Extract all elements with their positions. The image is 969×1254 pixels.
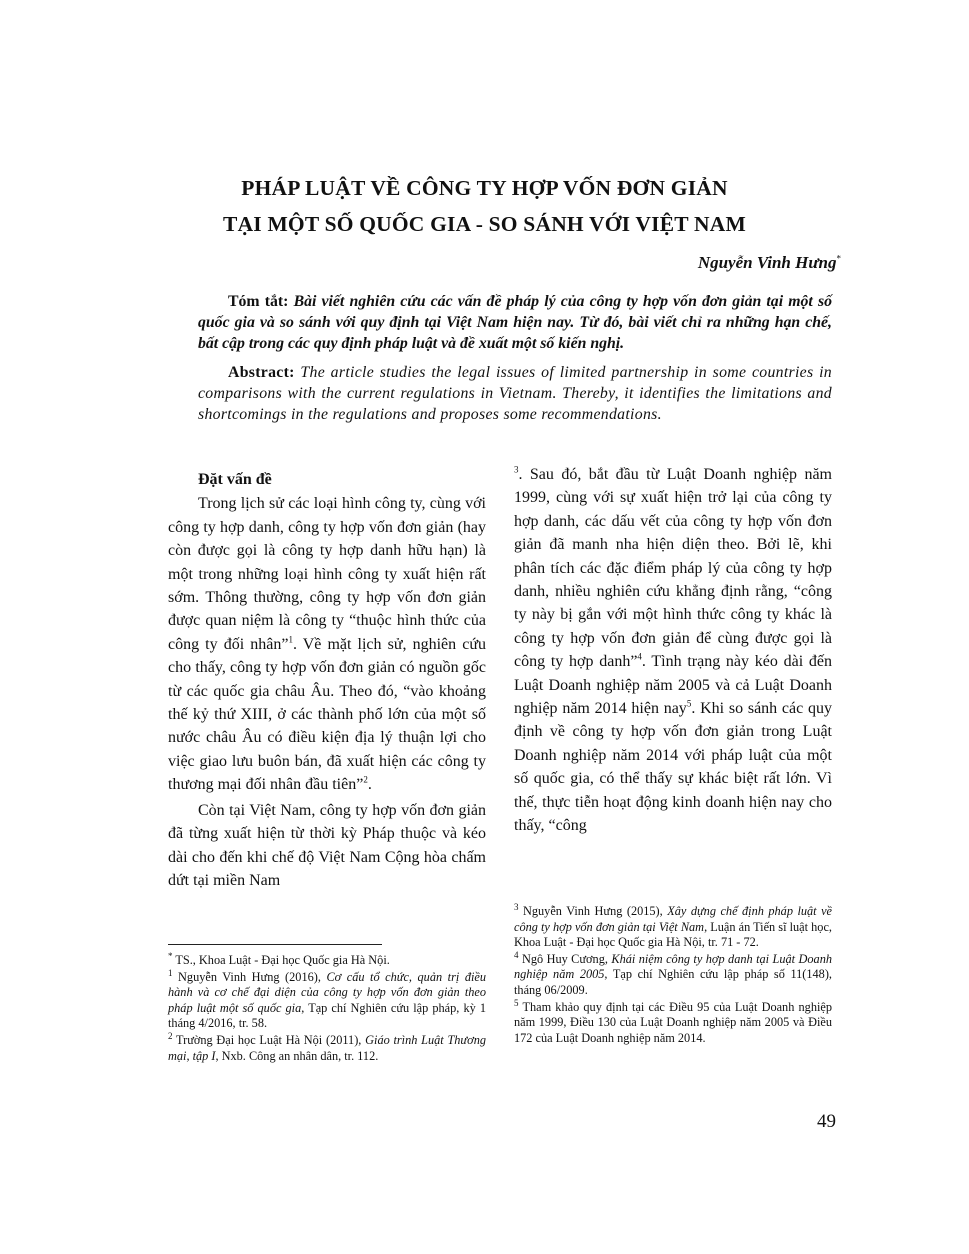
abstract-label: Abstract: bbox=[228, 364, 295, 381]
footnote-ref-3: 3 bbox=[514, 464, 519, 475]
footnote-1: $^1$ Nguyễn Vinh Hưng (2016), Cơ cấu tổ chức, quản trị điều hành và cơ chế đại diện của công ty hợp vốn đơn giản theo pháp luật một số quốc gia, Tạp chí Nghiên cứu lập pháp, kỳ 1 tháng 4/2016, tr. 58. bbox=[168, 967, 486, 1031]
title-line-2: TẠI MỘT SỐ QUỐC GIA - SO SÁNH VỚI VIỆT NAM bbox=[223, 212, 746, 236]
footnote-star: * TS., Khoa Luật - Đại học Quốc gia Hà Nội. bbox=[168, 950, 390, 967]
paragraph-2-start: Còn tại Việt Nam, công ty hợp vốn đơn giản đã từng xuất hiện từ thời kỳ Pháp thuộc và kéo dài cho đến khi chế độ Việt Nam Cộng hòa chấm dứt tại miền Nam bbox=[168, 801, 486, 889]
article-title bbox=[100, 170, 869, 242]
body-column-left bbox=[168, 468, 486, 892]
summary-text: Bài viết nghiên cứu các vấn đề pháp lý của công ty hợp vốn đơn giản tại một số quốc gia và so sánh với quy định tại Việt Nam hiện nay. Từ đó, bài viết chỉ ra những hạn chế, bất cập trong các quy định pháp luật và đề xuất một số kiến nghị. bbox=[198, 293, 832, 352]
summary-label: Tóm tắt: bbox=[228, 293, 289, 310]
body-column-right bbox=[514, 463, 832, 838]
footnote-ref-1: 1 bbox=[288, 634, 293, 645]
footnote-2: $^2$ Trường Đại học Luật Hà Nội (2011), Giáo trình Luật Thương mại, tập I, Nxb. Công an nhân dân, tr. 112. bbox=[168, 1030, 486, 1063]
abstract-text: The article studies the legal issues of limited partnership in some countries in comparisons with the current regulations in Vietnam. Thereby, it identifies the limitations and shortcomings in the regulations and proposes some recommendations. bbox=[198, 364, 832, 423]
paragraph-1: Trong lịch sử các loại hình công ty, cùng với công ty hợp danh, công ty hợp vốn đơn giản (hay còn được gọi là công ty hợp danh hữu hạn) là một trong những loại hình công ty xuất hiện rất sớm. Thông thường, công ty hợp vốn đơn giản được quan niệm là công ty “thuộc hình thức của công ty đối nhân”$^1$. Về mặt lịch sử, nghiên cứu cho thấy, công ty hợp vốn đơn giản có nguồn gốc từ các quốc gia châu Âu. Theo đó, “vào khoảng thế kỷ thứ XIII, ở các thành phố lớn của một số nước châu Âu có điều kiện địa lý thuận lợi cho việc giao lưu buôn bán, đã xuất hiện các công ty thương mại đối nhân đầu tiên”$^2$. bbox=[168, 495, 486, 794]
footnote-divider bbox=[168, 944, 382, 945]
footnotes-right bbox=[514, 901, 833, 1047]
footnote-ref-2: 2 bbox=[363, 774, 368, 785]
page-number: 49 bbox=[817, 1111, 836, 1132]
footnote-4: $^4$ Ngô Huy Cương, Khái niệm công ty hợp danh tại Luật Doanh nghiệp năm 2005, Tạp chí Nghiên cứu lập pháp số 11(148), tháng 06/2009. bbox=[514, 949, 833, 997]
summary-vi bbox=[198, 292, 832, 354]
abstract-en bbox=[198, 363, 832, 425]
footnote-ref-5: 5 bbox=[686, 698, 692, 709]
author-footnote-mark: * bbox=[836, 253, 841, 264]
paragraph-2-continued: $^3$. Sau đó, bắt đầu từ Luật Doanh nghiệp năm 1999, cùng với sự xuất hiện trở lại của công ty hợp danh, các dấu vết của công ty hợp vốn đơn giản đã manh nha hiện diện theo. Bởi lẽ, khi phân tích các đặc điểm pháp lý của công ty hợp danh, nhiều nghiên cứu khẳng định rằng, “công ty này bị gắn với một hình thức công ty khác là công ty hợp vốn đơn giản để cùng được gọi là công ty hợp danh”$^4$. Tình trạng này kéo dài đến Luật Doanh nghiệp năm 2005 và cả Luật Doanh nghiệp năm 2014 hiện nay$^5$. Khi so sánh các quy định về công ty hợp vốn đơn giản trong Luật Doanh nghiệp năm 2014 với pháp luật của một số quốc gia, có thể thấy sự khác biệt rất lớn. Vì thế, thực tiễn hoạt động kinh doanh hiện nay cho thấy, “công bbox=[514, 464, 832, 835]
footnotes-left bbox=[168, 950, 486, 1065]
author-name: Nguyễn Vinh Hưng* bbox=[697, 253, 841, 272]
footnote-5: $^5$ Tham khảo quy định tại các Điều 95 của Luật Doanh nghiệp năm 1999, Điều 130 của Luật Doanh nghiệp năm 2005 và Điều 172 của Luật Doanh nghiệp năm 2014. bbox=[514, 997, 832, 1045]
footnote-3: $^3$ Nguyễn Vinh Hưng (2015), Xây dựng chế định pháp luật về công ty hợp vốn đơn giản tại Việt Nam, Luận án Tiến sĩ luật học, Khoa Luật - Đại học Quốc gia Hà Nội, tr. 71 - 72. bbox=[514, 901, 832, 950]
section-heading: Đặt vấn đề bbox=[198, 471, 272, 488]
title-line-1: PHÁP LUẬT VỀ CÔNG TY HỢP VỐN ĐƠN GIẢN bbox=[241, 176, 728, 200]
footnote-ref-4: 4 bbox=[637, 651, 642, 662]
